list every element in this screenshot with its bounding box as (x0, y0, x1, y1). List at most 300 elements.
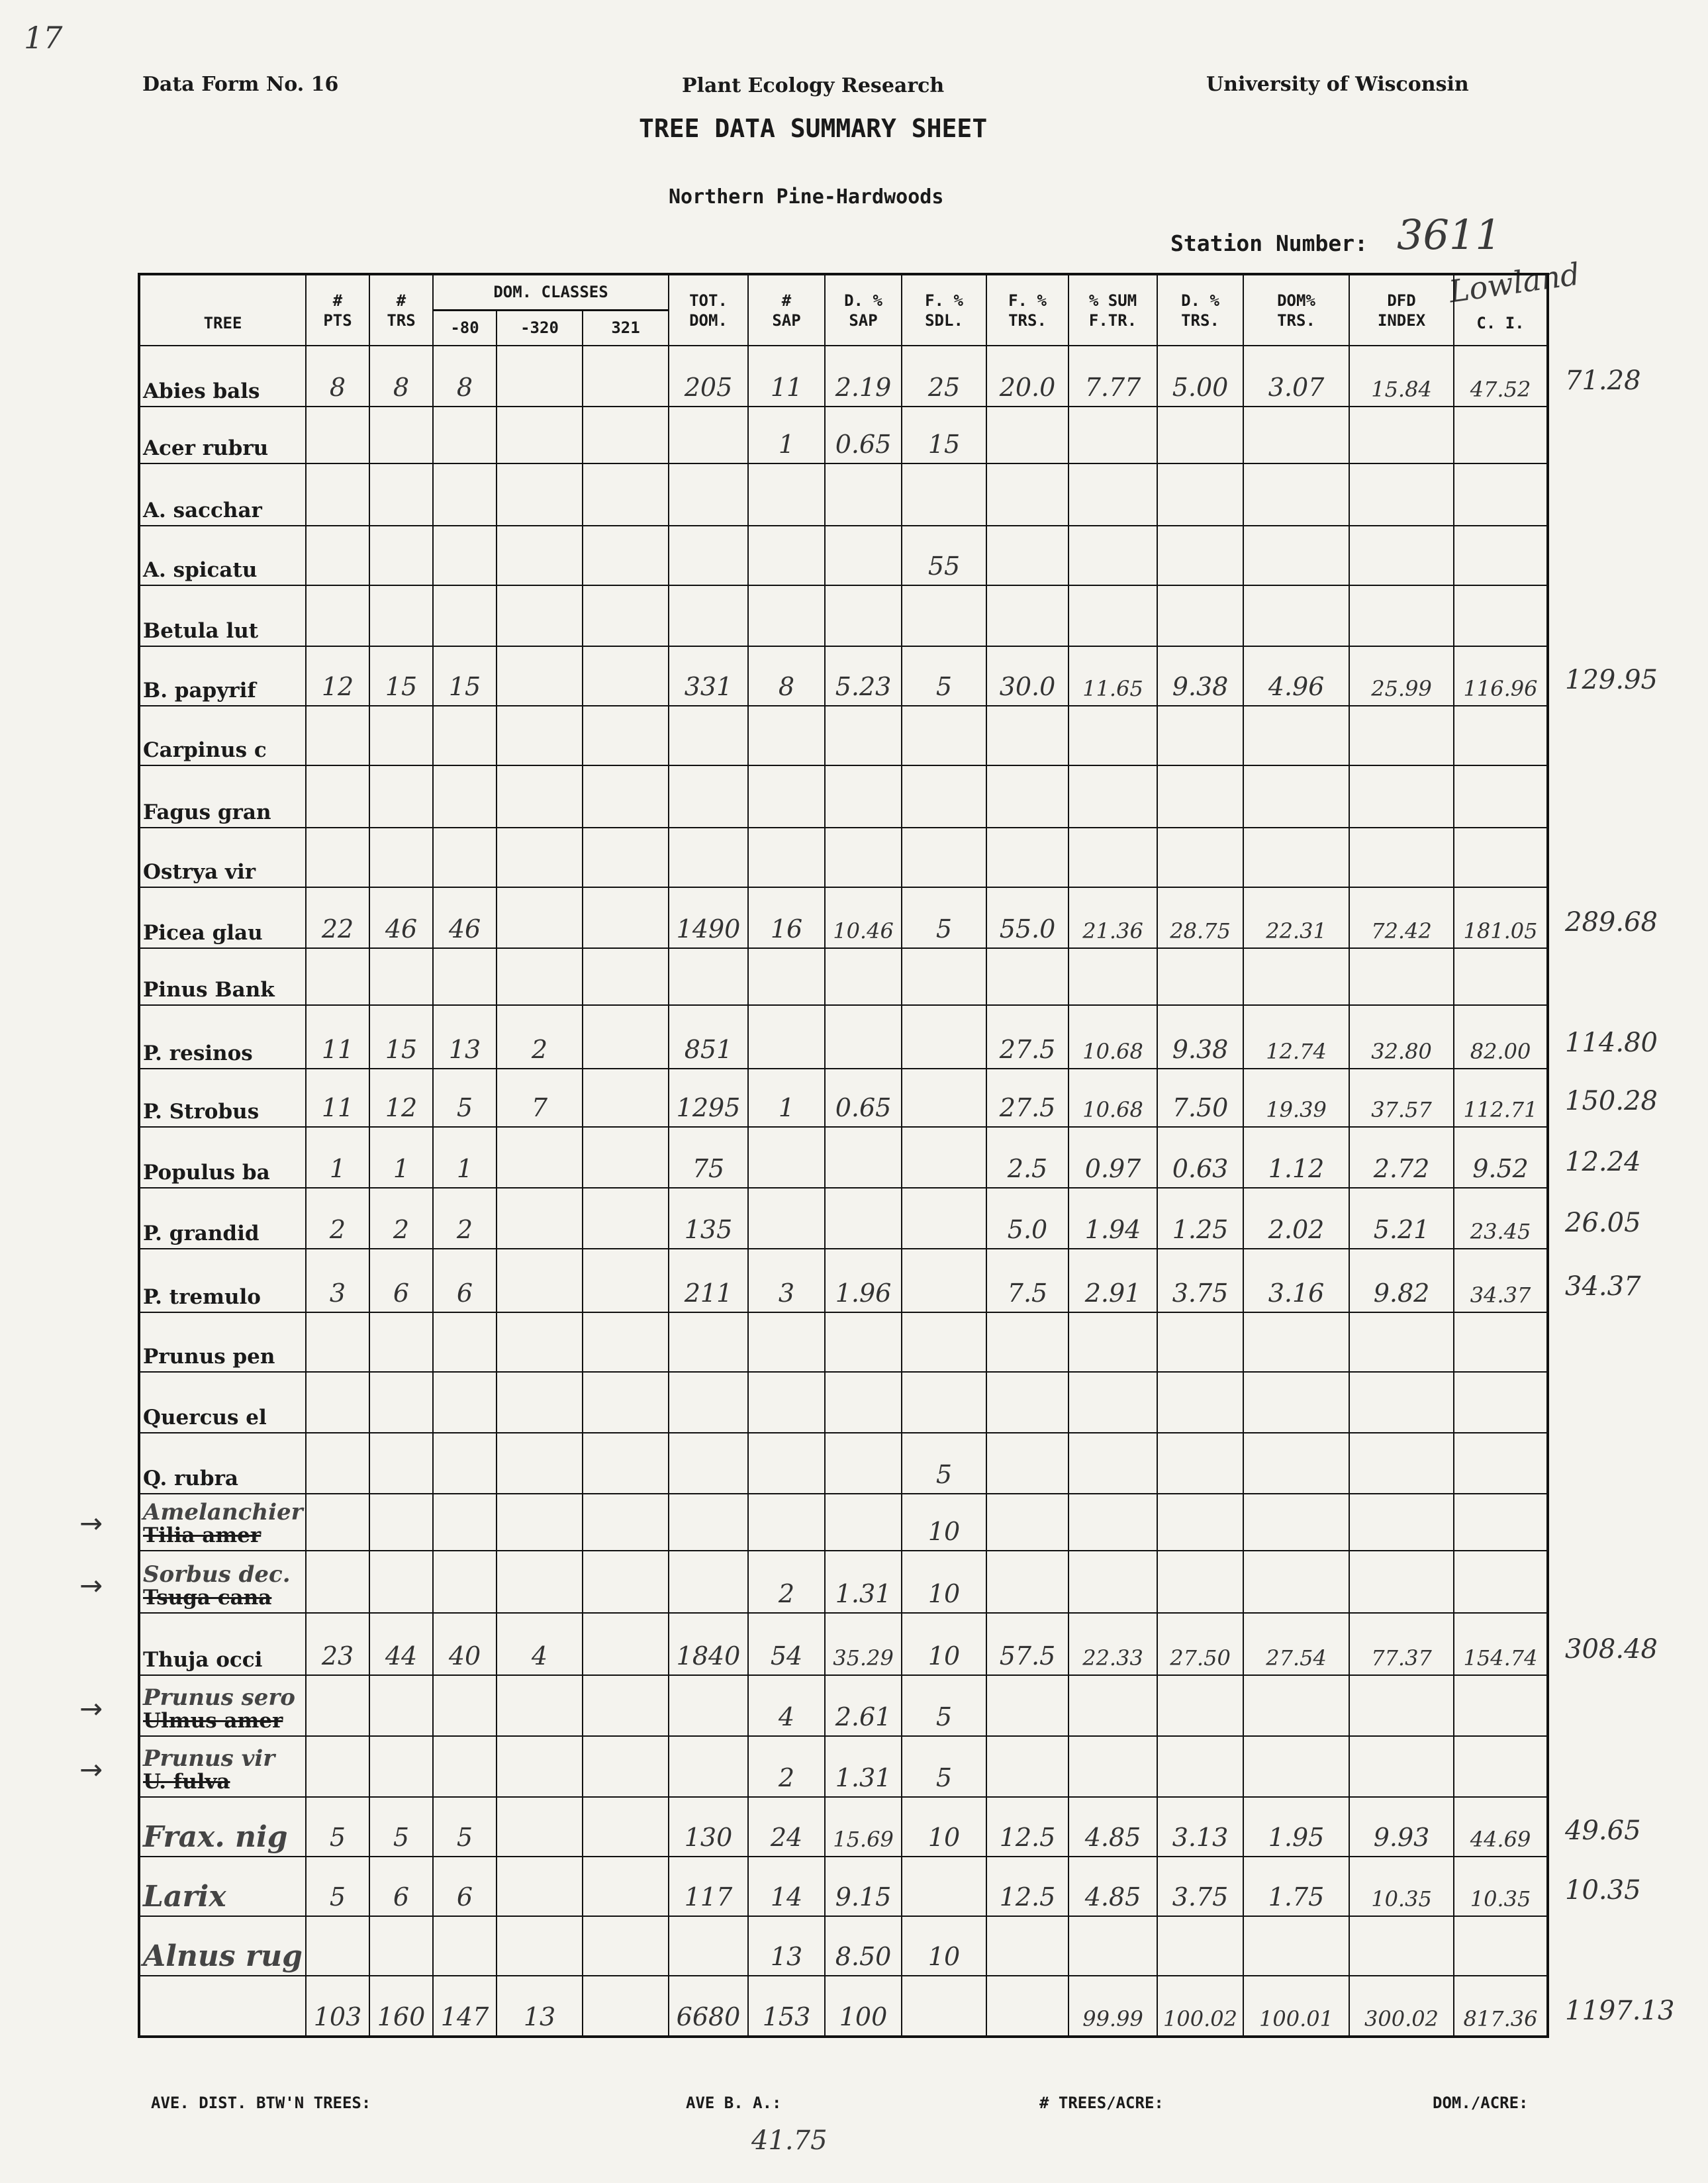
cell-dom-trs (1243, 1551, 1349, 1613)
tree-name: U. fulva (143, 1770, 230, 1794)
cell-ci: 181.05 (1454, 887, 1548, 948)
cell-tot-dom (669, 948, 748, 1005)
cell-d-trs (1157, 1736, 1243, 1797)
cell-d-sap (825, 1372, 902, 1433)
cell-dc-80 (433, 948, 497, 1005)
cell-dc-320 (497, 585, 583, 646)
handwritten-species: Alnus rug (143, 1939, 303, 1973)
tree-name-cell (139, 1675, 306, 1736)
cell-d-sap: 100 (825, 1976, 902, 2037)
cell-f-sdl (902, 463, 986, 526)
cell-trs: 5 (369, 1797, 433, 1857)
col-sum-ftr: % SUM F.TR. (1068, 274, 1157, 346)
cell-d-trs: 3.13 (1157, 1797, 1243, 1857)
tree-name-cell (139, 1736, 306, 1797)
cell-f-sdl (902, 948, 986, 1005)
cell-ci (1454, 526, 1548, 585)
cell-f-sdl: 5 (902, 1675, 986, 1736)
table-row (139, 706, 1548, 765)
cell-dom-trs: 1.12 (1243, 1127, 1349, 1188)
cell-dfd-index: 72.42 (1349, 887, 1454, 948)
cell-dc-321 (583, 1372, 669, 1433)
cell-d-sap: 0.65 (825, 1069, 902, 1127)
cell-trs (369, 407, 433, 463)
cell-dc-80: 6 (433, 1249, 497, 1312)
cell-dc-80 (433, 1372, 497, 1433)
cell-d-trs (1157, 1433, 1243, 1494)
cell-sum-ftr (1068, 463, 1157, 526)
cell-tot-dom: 205 (669, 346, 748, 407)
cell-dc-80: 5 (433, 1797, 497, 1857)
cell-f-sdl: 10 (902, 1551, 986, 1613)
cell-sum-ftr: 10.68 (1068, 1069, 1157, 1127)
cell-d-sap: 2.61 (825, 1675, 902, 1736)
cell-dom-trs (1243, 407, 1349, 463)
cell-dom-trs (1243, 1372, 1349, 1433)
cell-trs (369, 1494, 433, 1551)
cell-dom-trs: 2.02 (1243, 1188, 1349, 1249)
table-row (139, 1188, 1548, 1249)
cell-pts (306, 828, 369, 887)
cell-dc-321 (583, 1675, 669, 1736)
tree-name: P. Strobus (143, 1100, 260, 1124)
cell-dc-320 (497, 346, 583, 407)
cell-dfd-index: 15.84 (1349, 346, 1454, 407)
cell-sum-ftr: 99.99 (1068, 1976, 1157, 2037)
row-total: 114.80 (1565, 1028, 1658, 1058)
corner-note: 17 (24, 20, 63, 56)
cell-dc-80: 40 (433, 1613, 497, 1675)
table-row (139, 1005, 1548, 1069)
row-total: 308.48 (1565, 1634, 1658, 1665)
cell-dc-321 (583, 1976, 669, 2037)
cell-sum-ftr: 1.94 (1068, 1188, 1157, 1249)
cell-dfd-index (1349, 585, 1454, 646)
cell-f-sdl (902, 1312, 986, 1372)
col-dc-320: -320 (497, 310, 583, 346)
cell-trs: 44 (369, 1613, 433, 1675)
cell-d-sap (825, 463, 902, 526)
tree-name: Thuja occi (143, 1648, 263, 1672)
cell-ci (1454, 1312, 1548, 1372)
cell-dom-trs (1243, 1494, 1349, 1551)
cell-d-sap: 2.19 (825, 346, 902, 407)
cell-dom-trs (1243, 1916, 1349, 1976)
cell-trs (369, 1312, 433, 1372)
cell-sap (748, 828, 825, 887)
cell-sum-ftr (1068, 407, 1157, 463)
cell-d-sap (825, 1188, 902, 1249)
cell-dc-320: 7 (497, 1069, 583, 1127)
cell-sap (748, 1127, 825, 1188)
cell-dfd-index: 9.82 (1349, 1249, 1454, 1312)
cell-dfd-index (1349, 526, 1454, 585)
cell-trs (369, 1433, 433, 1494)
handwritten-species: Larix (143, 1880, 226, 1914)
tree-name-cell (139, 646, 306, 706)
cell-tot-dom (669, 828, 748, 887)
cell-dfd-index: 10.35 (1349, 1857, 1454, 1916)
row-total: 289.68 (1565, 907, 1658, 938)
col-tree: TREE (139, 274, 306, 346)
cell-sum-ftr: 11.65 (1068, 646, 1157, 706)
cell-pts (306, 1736, 369, 1797)
row-total: 26.05 (1565, 1208, 1641, 1238)
cell-dc-320 (497, 1675, 583, 1736)
cell-f-sdl: 55 (902, 526, 986, 585)
arrow-icon: → (79, 1507, 103, 1539)
cell-dc-320 (497, 1551, 583, 1613)
handwritten-species: Sorbus dec. (143, 1561, 291, 1588)
table-row (139, 1433, 1548, 1494)
cell-ci: 34.37 (1454, 1249, 1548, 1312)
cell-pts: 23 (306, 1613, 369, 1675)
cell-d-sap (825, 1433, 902, 1494)
cell-trs: 8 (369, 346, 433, 407)
cell-sap: 13 (748, 1916, 825, 1976)
cell-sap: 8 (748, 646, 825, 706)
cell-dc-321 (583, 1916, 669, 1976)
cell-dc-321 (583, 1433, 669, 1494)
cell-dfd-index: 5.21 (1349, 1188, 1454, 1249)
col-d-sap: D. % SAP (825, 274, 902, 346)
cell-dc-320 (497, 1372, 583, 1433)
cell-dc-80: 2 (433, 1188, 497, 1249)
cell-f-trs (986, 1976, 1068, 2037)
cell-dfd-index: 32.80 (1349, 1005, 1454, 1069)
cell-d-sap: 1.96 (825, 1249, 902, 1312)
cell-trs: 15 (369, 1005, 433, 1069)
cell-f-trs: 7.5 (986, 1249, 1068, 1312)
cell-ci: 23.45 (1454, 1188, 1548, 1249)
cell-sum-ftr: 4.85 (1068, 1857, 1157, 1916)
cell-dc-321 (583, 346, 669, 407)
row-total: 49.65 (1565, 1816, 1641, 1846)
tree-name: Tilia amer (143, 1524, 261, 1547)
cell-dc-321 (583, 526, 669, 585)
cell-tot-dom (669, 526, 748, 585)
cell-tot-dom (669, 1551, 748, 1613)
cell-dc-320 (497, 765, 583, 828)
cell-d-trs: 5.00 (1157, 346, 1243, 407)
tree-name-cell (139, 1188, 306, 1249)
cell-ci (1454, 948, 1548, 1005)
cell-ci: 817.36 (1454, 1976, 1548, 2037)
cell-d-sap: 35.29 (825, 1613, 902, 1675)
tree-name-cell (139, 1916, 306, 1976)
cell-d-trs (1157, 1372, 1243, 1433)
cell-d-trs: 7.50 (1157, 1069, 1243, 1127)
tree-name: Pinus Bank (143, 978, 275, 1002)
cell-sum-ftr (1068, 1675, 1157, 1736)
cell-dom-trs (1243, 1736, 1349, 1797)
cell-f-trs (986, 706, 1068, 765)
col-tot-dom: TOT. DOM. (669, 274, 748, 346)
col-dom-classes: DOM. CLASSES (433, 274, 669, 310)
cell-dfd-index (1349, 1736, 1454, 1797)
cell-d-sap (825, 1005, 902, 1069)
cell-dc-321 (583, 765, 669, 828)
tree-name: Tsuga cana (143, 1586, 272, 1610)
cell-pts: 12 (306, 646, 369, 706)
tree-name: P. grandid (143, 1222, 260, 1245)
cell-tot-dom (669, 1675, 748, 1736)
table-row (139, 1494, 1548, 1551)
cell-sum-ftr (1068, 828, 1157, 887)
cell-ci (1454, 1916, 1548, 1976)
cell-f-trs (986, 1494, 1068, 1551)
cell-dc-80 (433, 828, 497, 887)
table-row (139, 1551, 1548, 1613)
tree-name-cell (139, 828, 306, 887)
table-row (139, 1736, 1548, 1797)
cell-pts: 103 (306, 1976, 369, 2037)
cell-pts (306, 765, 369, 828)
table-row (139, 463, 1548, 526)
table-row (139, 1613, 1548, 1675)
row-total: 34.37 (1565, 1271, 1641, 1302)
cell-dc-320 (497, 1857, 583, 1916)
tree-name-cell (139, 1005, 306, 1069)
cell-dc-320 (497, 526, 583, 585)
cell-dc-321 (583, 1249, 669, 1312)
cell-dc-321 (583, 948, 669, 1005)
cell-tot-dom: 851 (669, 1005, 748, 1069)
cell-dc-80 (433, 1551, 497, 1613)
cell-d-sap (825, 1127, 902, 1188)
community-name: Northern Pine-Hardwoods (669, 185, 944, 209)
cell-f-sdl (902, 1005, 986, 1069)
cell-ci: 10.35 (1454, 1857, 1548, 1916)
cell-f-trs: 27.5 (986, 1005, 1068, 1069)
cell-f-trs: 2.5 (986, 1127, 1068, 1188)
cell-dom-trs: 19.39 (1243, 1069, 1349, 1127)
cell-dfd-index (1349, 407, 1454, 463)
cell-dc-321 (583, 828, 669, 887)
cell-trs: 2 (369, 1188, 433, 1249)
cell-dom-trs: 3.16 (1243, 1249, 1349, 1312)
cell-f-sdl (902, 828, 986, 887)
cell-sap: 11 (748, 346, 825, 407)
cell-dc-321 (583, 1127, 669, 1188)
cell-pts: 11 (306, 1005, 369, 1069)
cell-pts (306, 1916, 369, 1976)
table-row (139, 1127, 1548, 1188)
table-row (139, 1675, 1548, 1736)
table-row (139, 1312, 1548, 1372)
cell-ci: 116.96 (1454, 646, 1548, 706)
cell-tot-dom (669, 1433, 748, 1494)
cell-sap (748, 1005, 825, 1069)
cell-dom-trs: 4.96 (1243, 646, 1349, 706)
cell-dc-320 (497, 1312, 583, 1372)
tree-data-table (138, 273, 1549, 2038)
cell-f-sdl: 25 (902, 346, 986, 407)
cell-dc-320 (497, 1433, 583, 1494)
cell-sum-ftr (1068, 765, 1157, 828)
cell-ci (1454, 1675, 1548, 1736)
cell-f-sdl: 15 (902, 407, 986, 463)
cell-sum-ftr: 2.91 (1068, 1249, 1157, 1312)
cell-dfd-index (1349, 1675, 1454, 1736)
cell-dfd-index (1349, 1433, 1454, 1494)
cell-d-trs (1157, 706, 1243, 765)
cell-sum-ftr (1068, 1312, 1157, 1372)
cell-ci (1454, 1494, 1548, 1551)
cell-trs (369, 948, 433, 1005)
row-total: 1197.13 (1565, 1996, 1675, 2026)
cell-d-trs: 9.38 (1157, 1005, 1243, 1069)
col-pts: # PTS (306, 274, 369, 346)
col-f-sdl: F. % SDL. (902, 274, 986, 346)
cell-d-trs: 3.75 (1157, 1249, 1243, 1312)
cell-pts (306, 1551, 369, 1613)
cell-pts (306, 706, 369, 765)
tree-name-cell (139, 1312, 306, 1372)
cell-trs (369, 1372, 433, 1433)
table-row (139, 646, 1548, 706)
arrow-icon: → (79, 1569, 103, 1602)
col-dfd-index: DFD INDEX (1349, 274, 1454, 346)
cell-d-sap (825, 585, 902, 646)
tree-name-cell (139, 585, 306, 646)
header-row-1 (139, 274, 1548, 310)
cell-d-sap: 9.15 (825, 1857, 902, 1916)
cell-sum-ftr: 22.33 (1068, 1613, 1157, 1675)
cell-dc-320 (497, 706, 583, 765)
cell-f-trs (986, 1312, 1068, 1372)
cell-f-trs: 55.0 (986, 887, 1068, 948)
tree-name: P. resinos (143, 1042, 253, 1065)
tree-name: Q. rubra (143, 1467, 239, 1490)
tree-name: Prunus pen (143, 1345, 275, 1369)
cell-sum-ftr (1068, 948, 1157, 1005)
cell-sap: 4 (748, 1675, 825, 1736)
cell-sap: 1 (748, 1069, 825, 1127)
cell-f-sdl (902, 1976, 986, 2037)
cell-f-trs (986, 948, 1068, 1005)
cell-pts (306, 1372, 369, 1433)
cell-d-trs (1157, 1551, 1243, 1613)
cell-d-trs: 0.63 (1157, 1127, 1243, 1188)
tree-name-cell (139, 1857, 306, 1916)
cell-f-sdl (902, 1127, 986, 1188)
cell-sap (748, 585, 825, 646)
cell-tot-dom (669, 1494, 748, 1551)
cell-pts (306, 1494, 369, 1551)
cell-tot-dom: 75 (669, 1127, 748, 1188)
cell-f-trs (986, 1372, 1068, 1433)
cell-ci (1454, 407, 1548, 463)
cell-dc-321 (583, 1005, 669, 1069)
cell-dc-321 (583, 1736, 669, 1797)
cell-dc-320 (497, 1797, 583, 1857)
cell-f-trs (986, 407, 1068, 463)
cell-f-trs (986, 526, 1068, 585)
cell-f-trs: 12.5 (986, 1857, 1068, 1916)
cell-dc-80 (433, 585, 497, 646)
cell-f-sdl (902, 706, 986, 765)
cell-f-trs: 5.0 (986, 1188, 1068, 1249)
table-row (139, 1976, 1548, 2037)
cell-tot-dom (669, 463, 748, 526)
cell-dfd-index: 37.57 (1349, 1069, 1454, 1127)
cell-f-trs (986, 828, 1068, 887)
cell-d-trs (1157, 948, 1243, 1005)
research-heading: Plant Ecology Research (682, 74, 945, 97)
col-trs: # TRS (369, 274, 433, 346)
ave-ba-value: 41.75 (751, 2125, 828, 2156)
cell-sap (748, 463, 825, 526)
cell-dfd-index (1349, 1551, 1454, 1613)
cell-trs: 160 (369, 1976, 433, 2037)
cell-pts: 5 (306, 1797, 369, 1857)
cell-dfd-index (1349, 948, 1454, 1005)
cell-dc-320 (497, 1494, 583, 1551)
arrow-icon: → (79, 1753, 103, 1786)
tree-name: B. papyrif (143, 679, 256, 703)
cell-sap: 1 (748, 407, 825, 463)
table-row (139, 1916, 1548, 1976)
cell-d-trs (1157, 526, 1243, 585)
cell-dc-320 (497, 887, 583, 948)
cell-sap: 153 (748, 1976, 825, 2037)
tree-name: Ulmus amer (143, 1709, 283, 1733)
row-total: 10.35 (1565, 1875, 1641, 1906)
table-row (139, 765, 1548, 828)
tree-name-cell (139, 1069, 306, 1127)
cell-pts: 5 (306, 1857, 369, 1916)
cell-pts (306, 526, 369, 585)
tree-name-cell (139, 1249, 306, 1312)
cell-dc-320 (497, 828, 583, 887)
cell-d-sap (825, 828, 902, 887)
cell-d-sap: 1.31 (825, 1736, 902, 1797)
cell-f-sdl (902, 1188, 986, 1249)
cell-sum-ftr: 0.97 (1068, 1127, 1157, 1188)
cell-dom-trs: 1.95 (1243, 1797, 1349, 1857)
cell-f-trs (986, 1551, 1068, 1613)
cell-d-sap: 5.23 (825, 646, 902, 706)
cell-tot-dom: 117 (669, 1857, 748, 1916)
col-dc-321: 321 (583, 310, 669, 346)
cell-sum-ftr (1068, 1494, 1157, 1551)
col-f-trs: F. % TRS. (986, 274, 1068, 346)
cell-dom-trs (1243, 1675, 1349, 1736)
cell-sum-ftr: 21.36 (1068, 887, 1157, 948)
cell-dfd-index (1349, 1494, 1454, 1551)
cell-trs (369, 585, 433, 646)
cell-sap: 54 (748, 1613, 825, 1675)
cell-sap (748, 526, 825, 585)
cell-trs (369, 828, 433, 887)
cell-trs (369, 1736, 433, 1797)
col-ci: C. I. (1454, 274, 1548, 346)
cell-trs (369, 1551, 433, 1613)
ave-ba-label: AVE B. A.: (686, 2094, 782, 2112)
cell-dom-trs (1243, 706, 1349, 765)
tree-name: Populus ba (143, 1161, 270, 1185)
cell-f-sdl: 10 (902, 1797, 986, 1857)
cell-tot-dom (669, 407, 748, 463)
cell-ci: 112.71 (1454, 1069, 1548, 1127)
cell-dc-321 (583, 1312, 669, 1372)
institution: University of Wisconsin (1206, 73, 1469, 96)
cell-trs: 6 (369, 1249, 433, 1312)
cell-f-trs: 12.5 (986, 1797, 1068, 1857)
cell-dc-80 (433, 1433, 497, 1494)
cell-dom-trs (1243, 948, 1349, 1005)
